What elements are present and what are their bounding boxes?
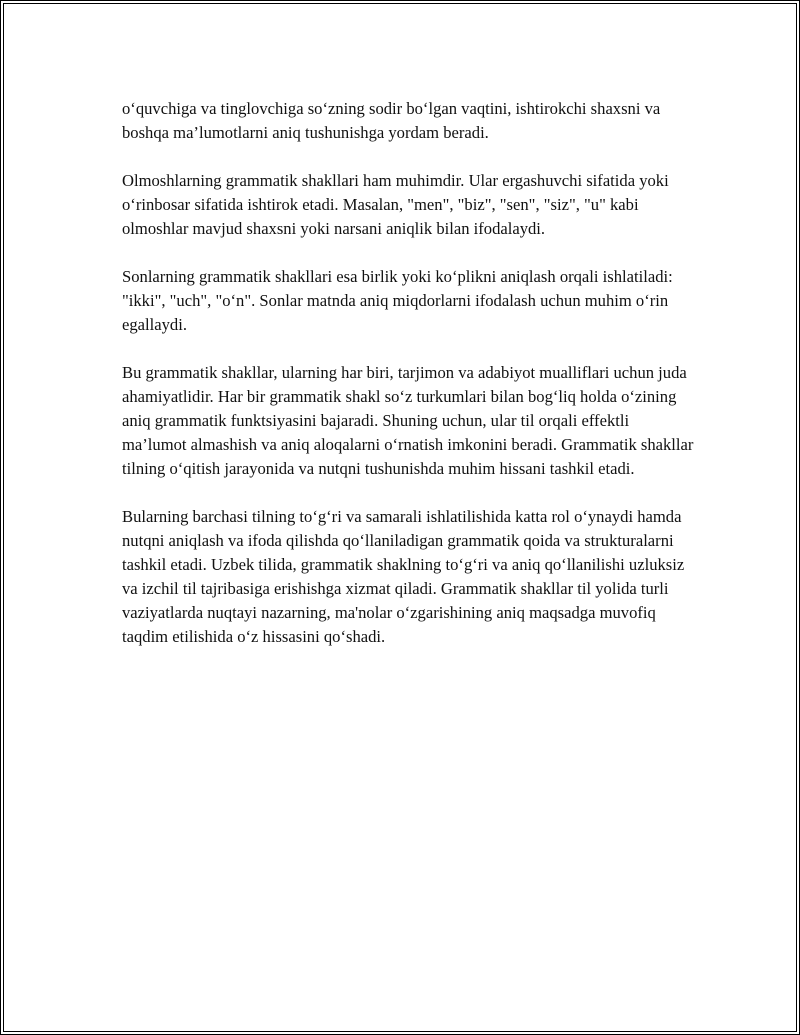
paragraph-1: o‘quvchiga va tinglovchiga so‘zning sodir bo‘lgan vaqtini, ishtirokchi shaxsni va boshqa ma’lumotlarni aniq tushunishga yordam beradi. [122, 99, 661, 142]
paragraph-4: Bu grammatik shakllar, ularning har biri, tarjimon va adabiyot mualliflari uchun juda ahamiyatlidir. Har bir grammatik shakl so‘z turkumlari bilan bog‘liq holda o‘zining aniq grammatik funktsiyasini bajaradi. Shuning uchun, ular til orqali effektli ma’lumot almashish va aniq aloqalarni o‘rnatish imkonini beradi. Grammatik shakllar tilning o‘qitish jarayonida va nutqni tushunishda muhim hissani tashkil etadi. [122, 363, 694, 478]
paragraph-5: Bularning barchasi tilning to‘g‘ri va samarali ishlatilishida katta rol o‘ynaydi hamda nutqni aniqlash va ifoda qilishda qo‘llaniladigan grammatik qoida va strukturalarni tashkil etadi. Uzbek tilida, grammatik shaklning to‘g‘ri va aniq qo‘llanilishi uzluksiz va izchil til tajribasiga erishishga xizmat qiladi. Grammatik shakllar til yolida turli vaziyatlarda nuqtayi nazarning, ma'nolar o‘zgarishining aniq maqsadga muvofiq taqdim etilishida o‘z hissasini qo‘shadi. [122, 507, 685, 646]
document-body [122, 97, 694, 673]
paragraph-3: Sonlarning grammatik shakllari esa birlik yoki ko‘plikni aniqlash orqali ishlatiladi: "ikki", "uch", "o‘n". Sonlar matnda aniq miqdorlarni ifodalash uchun muhim o‘rin egallaydi. [122, 267, 673, 334]
paragraph-2: Olmoshlarning grammatik shakllari ham muhimdir. Ular ergashuvchi sifatida yoki o‘rinbosar sifatida ishtirok etadi. Masalan, "men", "biz", "sen", "siz", "u" kabi olmoshlar mavjud shaxsni yoki narsani aniqlik bilan ifodalaydi. [122, 171, 669, 238]
